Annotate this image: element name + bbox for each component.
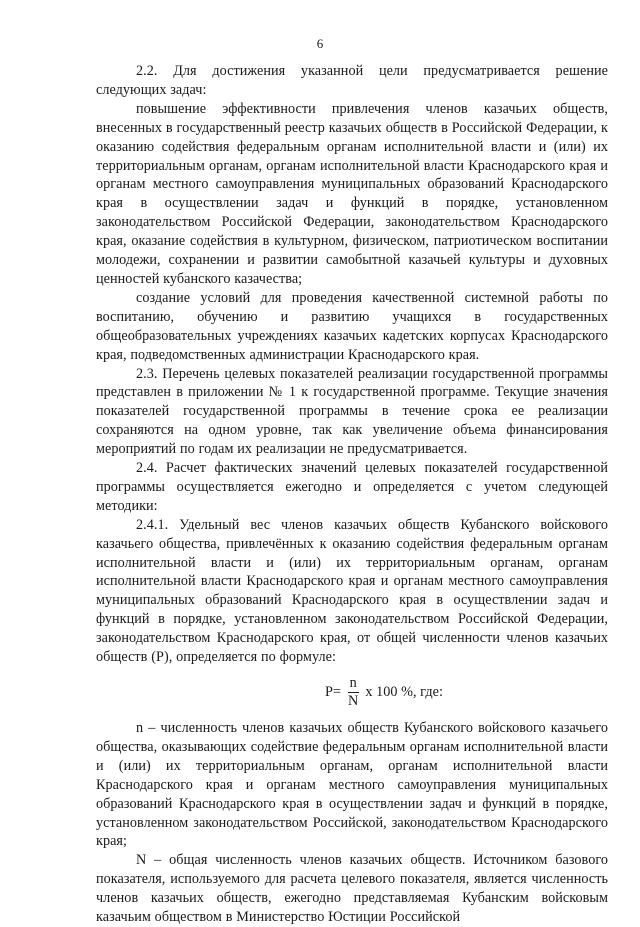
formula xyxy=(96,675,608,710)
formula-lhs: P= xyxy=(325,684,342,701)
paragraph-2-4: 2.4. Расчет фактических значений целевых показателей государственной программы осуществляется ежегодно и определяется с учетом следующей методики: xyxy=(96,460,608,514)
task-paragraph-1: повышение эффективности привлечения членов казачьих обществ, внесенных в государственный реестр казачьих обществ в Российской Федерации, к оказанию содействия федеральным органам исполнительной власти и (или) их территориальным органам, органам исполнительной власти Краснодарского края и органам местного самоуправления муниципальных образований Краснодарского края в осуществлении задач и функций в порядке, установленном законодательством Российской Федерации, законодательством Краснодарского края, оказание содействия в культурном, физическом, патриотическом воспитании молодежи, сохранении и развитии самобытной казачьей культуры и духовных ценностей кубанского казачества; xyxy=(96,100,608,287)
paragraph-2-4-1: 2.4.1. Удельный вес членов казачьих обществ Кубанского войскового казачьего общества, привлечённых к оказанию содействия федеральным органам исполнительной власти и (или) их территориальным органам, органам исполнительной власти Краснодарского края и органам местного самоуправления муниципальных образований Краснодарского края в осуществлении задач и функций в порядке, установленном законодательством Российской Федерации, законодательством Краснодарского края, от общей численности членов казачьих обществ (P), определяется по формуле: xyxy=(96,516,608,666)
task-paragraph-2: создание условий для проведения качественной системной работы по воспитанию, обучению и развитию учащихся в государственных общеобразовательных учреждениях казачьих кадетских корпусах Краснодарского края, подведомственных администрации Краснодарского края. xyxy=(96,289,608,363)
document-body xyxy=(96,62,608,927)
definition-n: n – численность членов казачьих обществ Кубанского войскового казачьего общества, оказывающих содействие федеральным органам исполнительной власти и (или) их территориальным органам, органам исполнительной власти Краснодарского края и органам местного самоуправления муниципальных образований Краснодарского края в осуществлении задач и функций в порядке, установленном законодательством Российской, законодательством Краснодарского края; xyxy=(96,720,608,850)
formula-rhs: х 100 %, где: xyxy=(365,684,443,701)
formula-numerator: n xyxy=(349,675,357,691)
paragraph-2-3: 2.3. Перечень целевых показателей реализации государственной программы представлен в приложении № 1 к государственной программе. Текущие значения показателей государственной программы в течение срока ее реализации сохраняются на одном уровне, так как увеличение объема финансирования мероприятий по годам их реализации не предусматривается. xyxy=(96,365,608,458)
definition-N: N – общая численность членов казачьих обществ. Источником базового показателя, используемого для расчета целевого показателя, является численность членов казачьих обществ, ежегодно представляемая Кубанским войсковым казачьим обществом в Министерство Юстиции Российской xyxy=(96,852,608,926)
paragraph-2-2: 2.2. Для достижения указанной цели предусматривается решение следующих задач: xyxy=(96,63,608,98)
page-number: 6 xyxy=(316,36,324,51)
formula-fraction xyxy=(346,675,360,710)
formula-denominator: N xyxy=(348,693,359,709)
